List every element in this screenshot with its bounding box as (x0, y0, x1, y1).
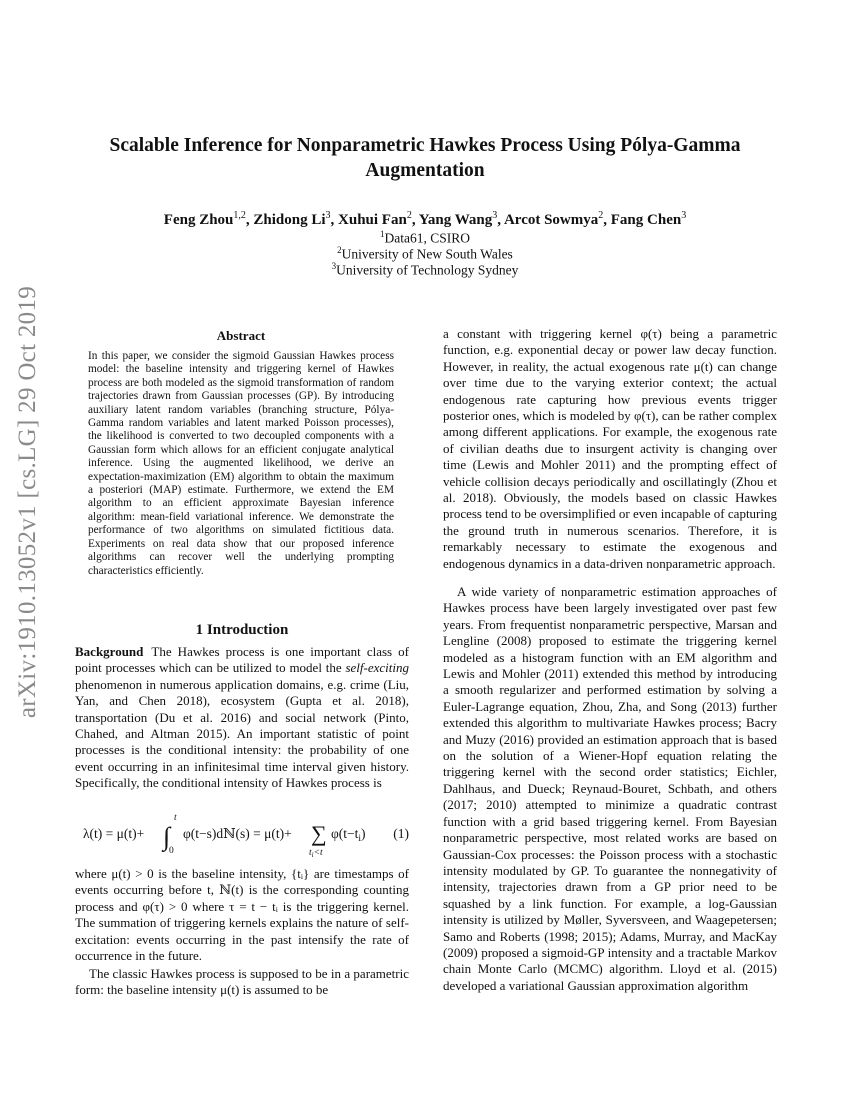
eq-sum-lower: $t_i<t$ (309, 848, 323, 858)
author: Fang Chen$^3$ (610, 210, 687, 228)
intro-paragraph-2: where μ(t) > 0 is the baseline intensity, {tᵢ} are timestamps of events occurring before t, ℕ(t) is the corresponding counting process and φ(τ) > 0 where τ = t − tᵢ is the triggering kernel. The summation of triggering kernels explains the nature of self-excitation: events occurring in the past intensify the rate of occurrence in the future. (75, 866, 409, 964)
equation-svg (75, 808, 409, 858)
affiliation: $^3$University of Technology Sydney (331, 261, 519, 278)
right-paragraph-1: a constant with triggering kernel φ(τ) being a parametric function, e.g. exponential decay or power law decay function. However, in reality, the actual exogenous rate μ(t) can change over time due to the varying exterior context; the actual endogenous rate capturing how previous events trigger posterior ones, which is modeled by φ(τ), can be rather complex among different applications. For example, the exogenous rate of civilian deaths due to insurgent activity is changing over time (Lewis and Mohler 2011) and the prompting effect of vehicle collision decays periodically and oscillatingly (Zhou et al. 2018). Obviously, the models based on classic Hawkes process tend to be oversimplified or even incapable of capturing the ground truth in numerous scenarios. Therefore, it is remarkably necessary to estimate the exogenous and endogenous dynamics in a data-driven nonparametric approach. (443, 326, 778, 571)
paper-title (60, 133, 790, 183)
title-line-2: Augmentation (365, 160, 485, 181)
eq-sum-sign: ∑ (311, 821, 327, 846)
author: Xuhui Fan$^2$, (338, 210, 419, 228)
paragraph-lead: Background (75, 644, 144, 659)
section-heading: 1 Introduction (195, 622, 289, 638)
abstract-body: In this paper, we consider the sigmoid Gaussian Hawkes process model: the baseline intensity and triggering kernel of Hawkes process are both modeled as the sigmoid transformation of random trajectories drawn from Gaussian processes (GP). By introducing auxiliary latent random variables (branching structure, Pólya-Gamma random variables and latent marked Poisson processes), the likelihood is converted to two decoupled components with a Gaussian form which allows for an efficient conjugate analytical inference. Using the augmented likelihood, we derive an expectation-maximization (EM) algorithm to obtain the maximum a posteriori (MAP) estimate. Furthermore, we extend the EM algorithm to an efficient approximate Bayesian inference algorithm: mean-field variational inference. We demonstrate the performance of two algorithms on simulated fictitious data. Experiments on real data show that our proposed inference algorithms can recover well the underlying prompting characteristics efficiently. (88, 350, 394, 577)
abstract-heading: Abstract (216, 328, 266, 343)
author: Zhidong Li$^3$, (253, 210, 339, 228)
author: Feng Zhou$^{1,2}$, (163, 210, 254, 228)
right-paragraph-2: A wide variety of nonparametric estimation approaches of Hawkes process have been largely investigated over past few years. From frequentist nonparametric perspective, Marsan and Lengline (2008) proposed to estimate the triggering kernel modeled as a histogram function with an EM algorithm and Lewis and Mohler (2011) extended this method by introducing a smooth regularizer and performed estimation by solving a Euler-Lagrange equation, Zhou, Zha, and Song (2013) further extended this algorithm to multivariate Hawkes process; Bacry and Muzy (2016) provided an estimation approach that is based on the solution of a Wiener-Hopf equation relating the triggering kernel with the second order statistics; Eichler, Dahlhaus, and Dueck; Reynaud-Bouret, Schbath, and others (2017; 2010) attempted to minimize a quadratic contrast function with a grid based triggering kernel. From Bayesian nonparametric perspective, most related works are based on Gaussian-Cox processes: the Poisson process with a stochastic intensity modulated by GP. To guarantee the nonnegativity of intensity, trajectories drawn from a GP prior need to be squashed by a link function. For example, a log-Gaussian intensity is utilized by Møller, Syversveen, and Waagepetersen; Samo and Roberts (1998; 2015); Adams, Murray, and MacKay (2009) proposed a sigmoid-GP intensity and a tractable Markov chain Monte Carlo (MCMC) algorithm. Lloyd et al. (2015) developed a variational Gaussian approximation algorithm (443, 584, 777, 993)
affiliation: $^1$Data61, CSIRO (380, 229, 470, 246)
title-line-1: Scalable Inference for Nonparametric Hawkes Process Using Pólya-Gamma (109, 135, 741, 156)
arxiv-stamp-text: arXiv:1910.13052v1 [cs.LG] 29 Oct 2019 (14, 285, 41, 719)
eq-sum-term: $\varphi(t-t_i)$ (331, 826, 366, 844)
author: Yang Wang$^3$, (418, 210, 504, 228)
affiliation: $^2$University of New South Wales (337, 245, 513, 262)
intro-paragraph-3: The classic Hawkes process is supposed to be in a parametric form: the baseline intensity μ(t) is assumed to be (75, 966, 409, 998)
eq-integrand: φ(t−s)dℕ(s) = μ(t)+ (183, 826, 292, 841)
eq-integral-sign: ∫ (163, 822, 171, 851)
equation-1 (75, 808, 409, 858)
eq-int-lower: 0 (169, 846, 174, 856)
eq-lhs: λ(t) = μ(t)+ (83, 826, 145, 841)
author: Arcot Sowmya$^2$, (503, 210, 611, 228)
intro-paragraph-1: Background The Hawkes process is one important class of point processes which can be utilized to model the self-exciting phenomenon in numerous application domains, e.g. crime (Liu, Yan, and Chen 2018), ecosystem (Gupta et al. 2018), transportation (Du et al. 2016) and social network (Pinto, Chahed, and Altman 2015). An important statistic of point processes is the conditional intensity: the probability of one event occurring in an infinitesimal time interval given history. Specifically, the conditional intensity of Hawkes process is (75, 644, 409, 791)
eq-int-upper: t (174, 813, 177, 823)
eq-number: (1) (393, 826, 409, 841)
arxiv-stamp (2, 285, 54, 719)
